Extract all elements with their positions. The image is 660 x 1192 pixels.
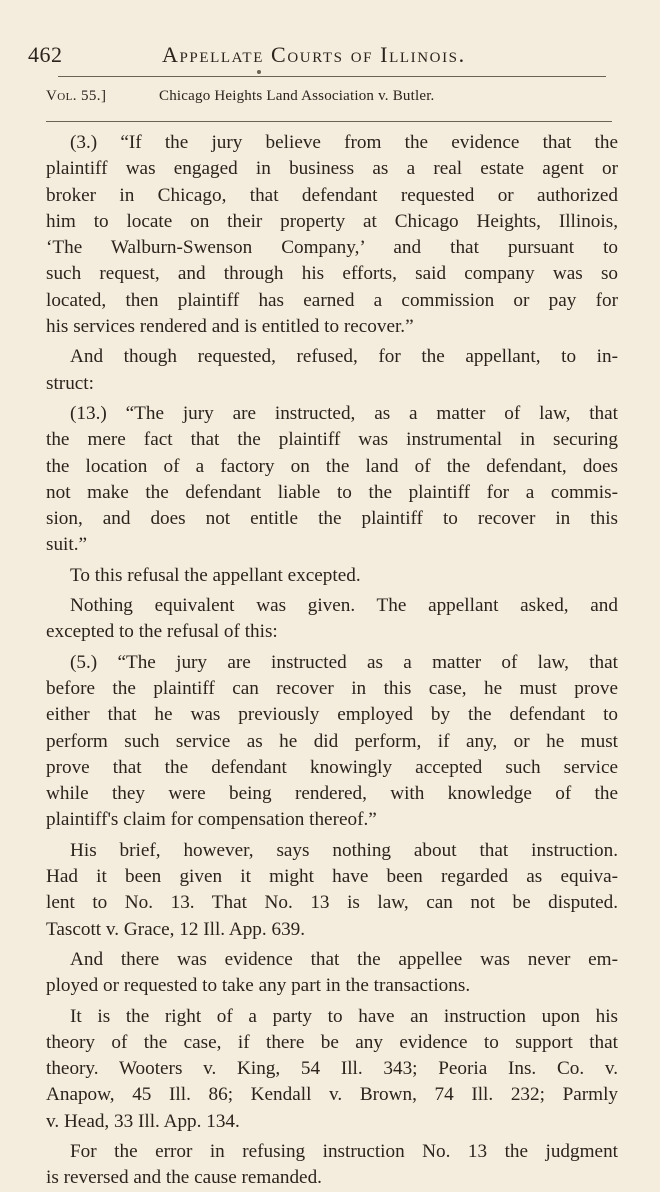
page-number: 462 [28,42,63,67]
subheader-rule [46,121,612,122]
text-line: ployed or requested to take any part in the transactions. [46,975,471,997]
text-line: either that he was previously employed by the defendant to [46,704,618,726]
text-line: located, then plaintiff has earned a commission or pay for [46,289,618,311]
text-line: ‘The Walburn-Swenson Company,’ and that pursuant to [46,237,618,259]
text-line: lent to No. 13. That No. 13 is law, can not be disputed. [46,892,618,914]
opinion-text [46,130,618,1192]
text-line: theory. Wooters v. King, 54 Ill. 343; Peoria Ins. Co. v. [46,1058,618,1080]
subheader [46,88,620,112]
text-line: such request, and through his efforts, said company was so [46,263,618,285]
text-line: To this refusal the appellant excepted. [70,564,361,586]
running-header [28,38,616,78]
text-line: broker in Chicago, that defendant requested or authorized [46,184,618,206]
text-line: before the plaintiff can recover in this case, he must prove [46,677,618,699]
text-line: Anapow, 45 Ill. 86; Kendall v. Brown, 74 Ill. 232; Parmly [46,1084,618,1106]
text-line: v. Head, 33 Ill. App. 134. [46,1110,240,1132]
text-line: (5.) “The jury are instructed as a matter of law, that [70,651,618,673]
text-line: Tascott v. Grace, 12 Ill. App. 639. [46,918,306,940]
volume-label: Vol. 55.] [46,88,107,104]
text-line: theory of the case, if there be any evidence to support that [46,1031,618,1053]
text-line: prove that the defendant knowingly accepted such service [46,756,618,778]
text-line: not make the defendant liable to the plaintiff for a commis- [46,481,618,503]
text-line: the location of a factory on the land of the defendant, does [46,455,618,477]
text-line: And though requested, refused, for the appellant, to in- [70,346,618,368]
text-line: is reversed and the cause remanded. [46,1167,322,1189]
text-line: For the error in refusing instruction No. 13 the judgment [70,1140,618,1162]
header-ornament [257,70,261,74]
header-rule [58,76,606,77]
text-line: while they were being rendered, with knowledge of the [46,783,618,805]
text-line: And there was evidence that the appellee was never em- [70,948,618,970]
text-line: plaintiff's claim for compensation thereof.” [46,809,377,831]
text-line: perform such service as he did perform, if any, or he must [46,730,618,752]
text-line: Had it been given it might have been regarded as equiva- [46,866,618,888]
case-title: Chicago Heights Land Association v. Butler. [159,88,435,104]
text-line: Nothing equivalent was given. The appellant asked, and [70,595,618,617]
text-line: plaintiff was engaged in business as a real estate agent or [46,158,618,180]
text-line: suit.” [46,534,88,556]
text-line: It is the right of a party to have an instruction upon his [70,1005,618,1027]
text-line: sion, and does not entitle the plaintiff to recover in this [46,508,618,530]
page-title: Appellate Courts of Illinois. [162,42,466,67]
text-line: him to locate on their property at Chicago Heights, Illinois, [46,210,618,232]
text-line: His brief, however, says nothing about that instruction. [70,839,618,861]
text-line: the mere fact that the plaintiff was instrumental in securing [46,429,618,451]
text-line: his services rendered and is entitled to recover.” [46,316,414,338]
text-line: struct: [46,372,94,394]
text-line: (13.) “The jury are instructed, as a matter of law, that [70,402,618,424]
text-line: excepted to the refusal of this: [46,621,278,643]
text-line: (3.) “If the jury believe from the evidence that the [70,132,618,153]
